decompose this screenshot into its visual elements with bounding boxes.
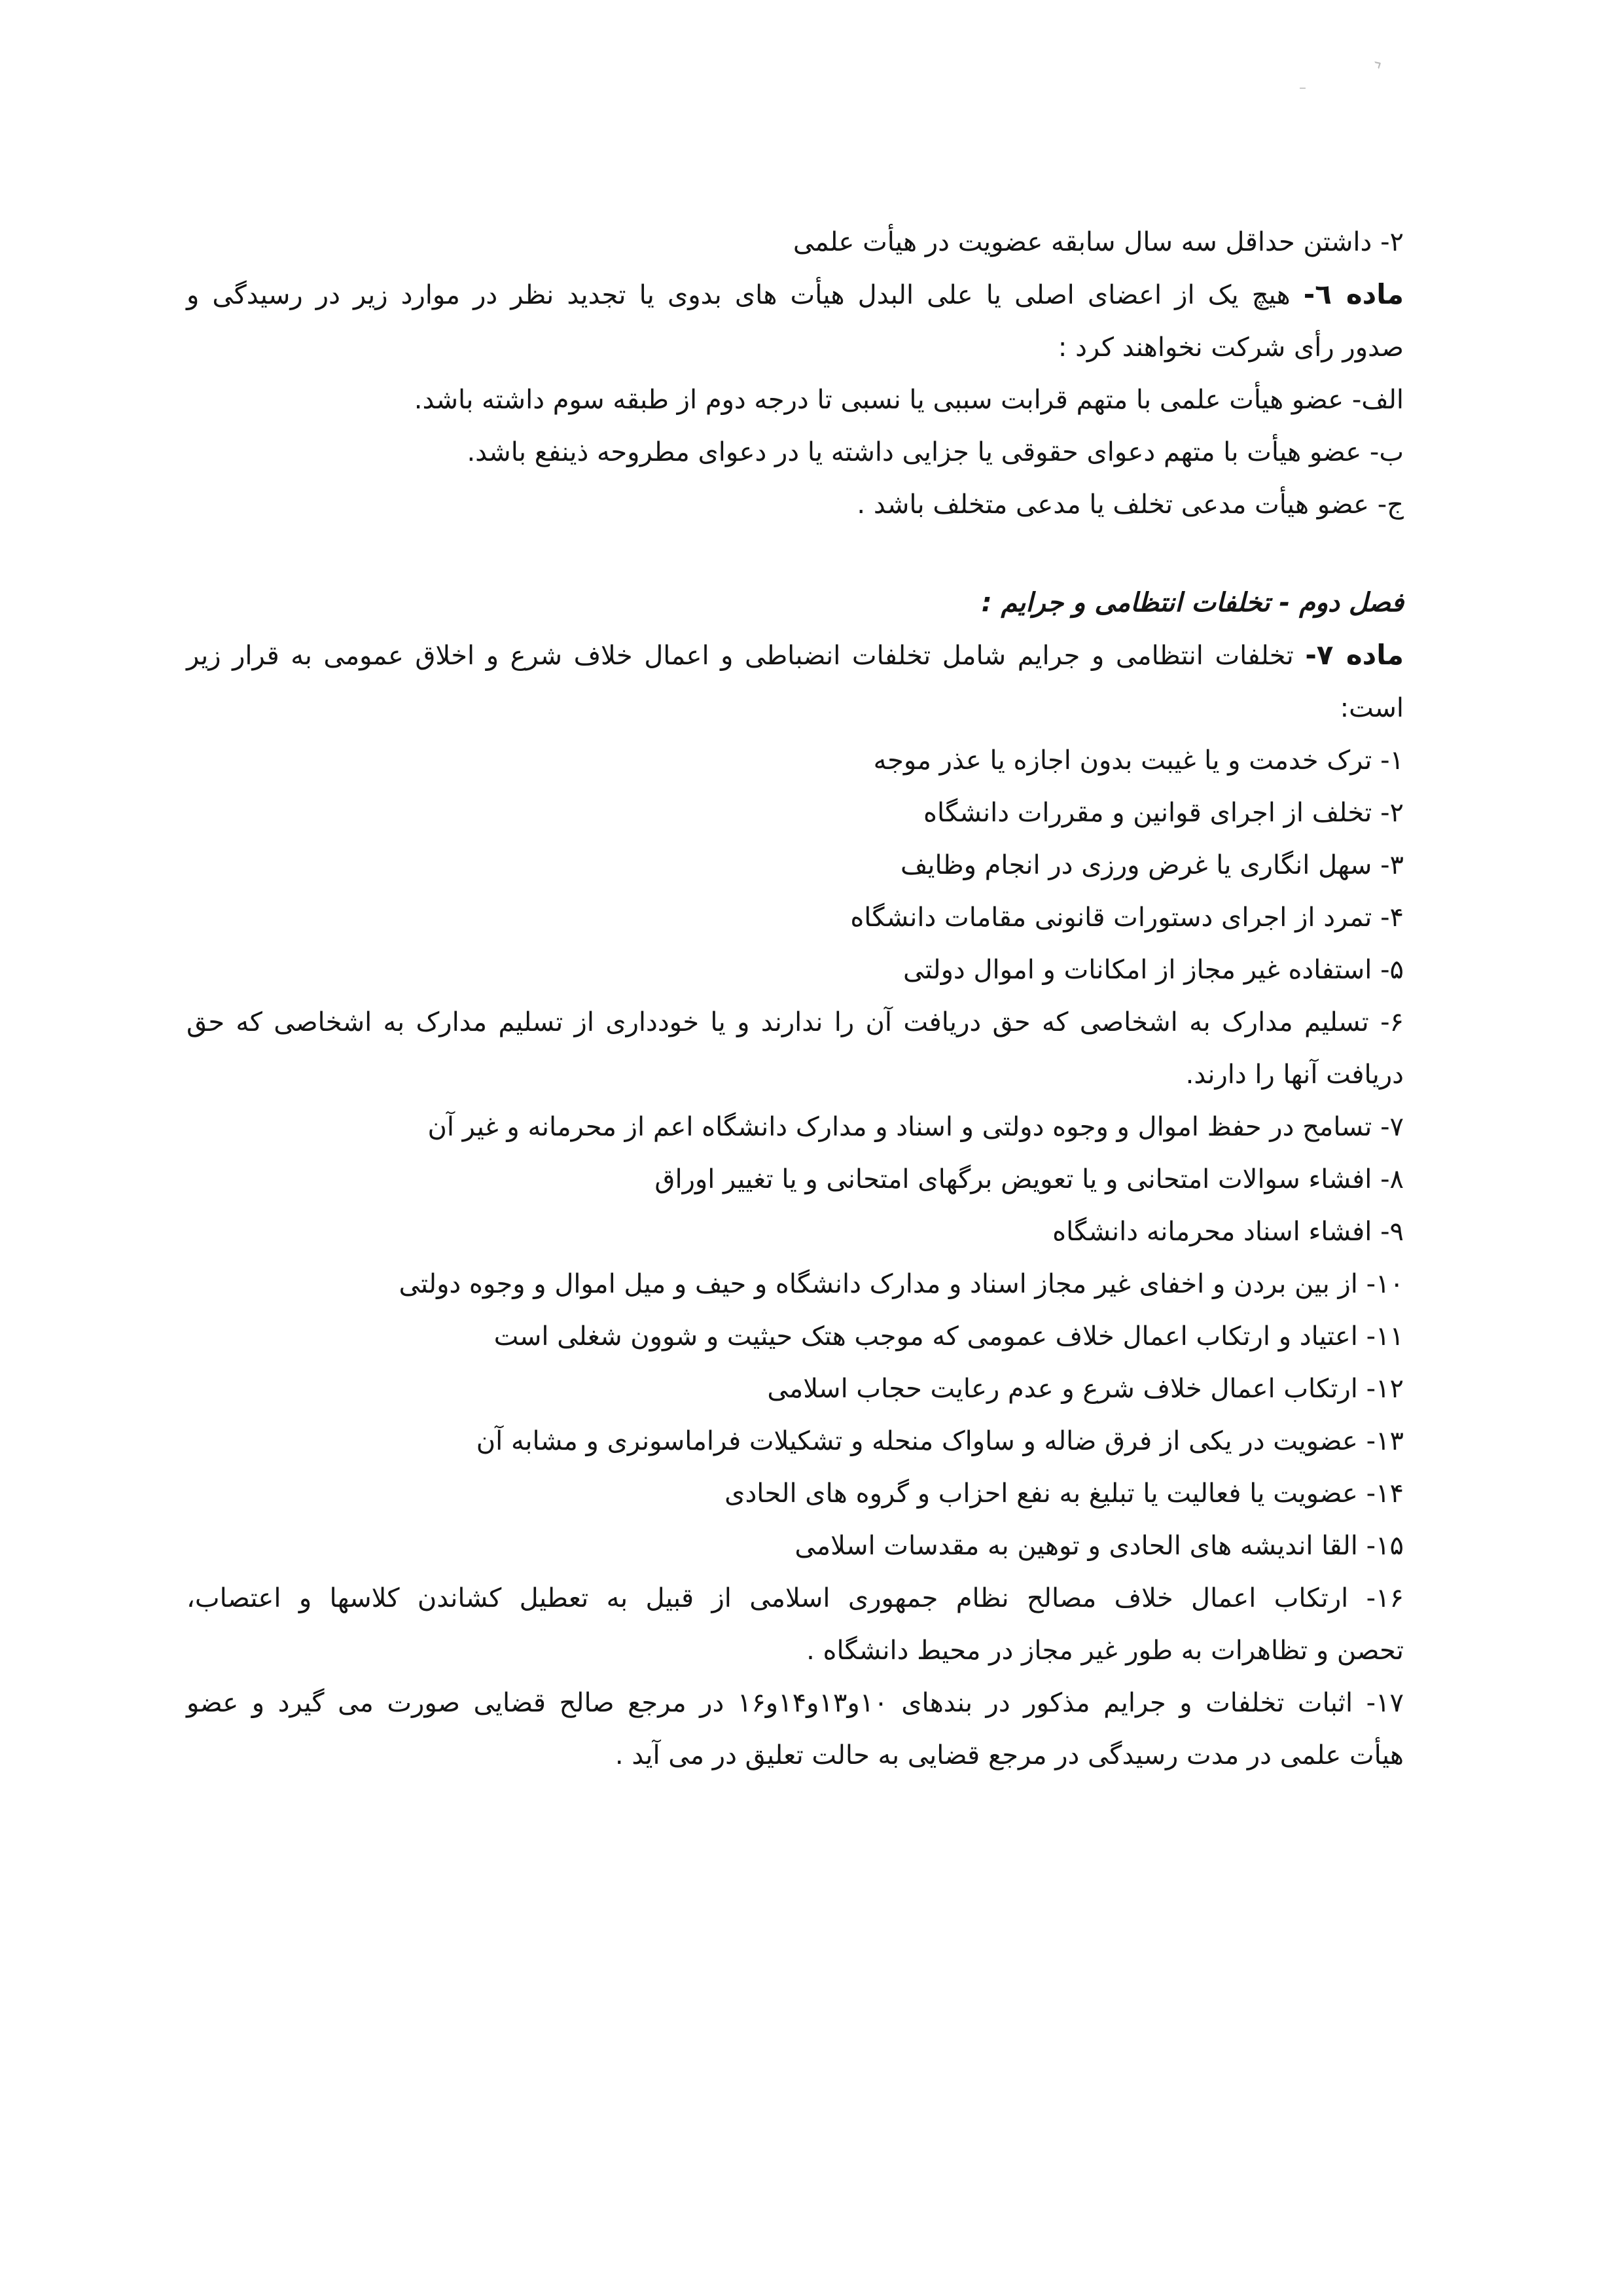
article-7-text: تخلفات انتظامی و جرایم شامل تخلفات انضباطی و اعمال خلاف شرع و اخلاق عمومی به قرار زیر [187, 641, 1306, 671]
article-7-label: ماده ۷- [1305, 639, 1404, 671]
article-6-text: هیچ یک از اعضای اصلی یا علی البدل هیأت های بدوی یا تجدید نظر در موارد زیر در رسیدگی و [187, 280, 1304, 310]
article-7-line [187, 629, 1404, 682]
list-item: ۴- تمرد از اجرای دستورات قانونی مقامات دانشگاه [850, 903, 1404, 933]
list-item: ۹- افشاء اسناد محرمانه دانشگاه [1052, 1217, 1404, 1247]
article-6-clause-be: ب- عضو هیأت با متهم دعوای حقوقی یا جزایی داشته یا در دعوای مطروحه ذینفع باشد. [467, 437, 1404, 467]
list-item: ۱۵- القا اندیشه های الحادی و توهین به مقدسات اسلامی [794, 1531, 1404, 1561]
list-item: ۸- افشاء سوالات امتحانی و یا تعویض برگهای امتحانی و یا تغییر اوراق [654, 1164, 1404, 1194]
list-item: ۷- تسامح در حفظ اموال و وجوه دولتی و اسناد و مدارک دانشگاه اعم از محرمانه و غیر آن [427, 1112, 1404, 1142]
scan-artifact-dash: – [1299, 80, 1306, 96]
list-item: ۱۲- ارتکاب اعمال خلاف شرع و عدم رعایت حجاب اسلامی [767, 1374, 1404, 1404]
list-item: ۱۰- از بین بردن و اخفای غیر مجاز اسناد و مدارک دانشگاه و حیف و میل اموال و وجوه دولتی [399, 1269, 1404, 1299]
article-6-continuation: صدور رأی شرکت نخواهند کرد : [1058, 332, 1404, 363]
document-page [187, 216, 1404, 1782]
article-6-line [187, 268, 1404, 321]
list-item: ۱۶- ارتکاب اعمال خلاف مصالح نظام جمهوری اسلامی از قبیل به تعطیل کشاندن کلاسها و اعتصاب، [187, 1583, 1404, 1613]
article-7-continuation: است: [1340, 693, 1404, 723]
scan-artifact-mark: ‹ [1369, 52, 1387, 76]
list-item: ۱۱- اعتیاد و ارتکاب اعمال خلاف عمومی که موجب هتک حیثیت و شوون شغلی است [493, 1321, 1404, 1352]
list-item: ۱۳- عضویت در یکی از فرق ضاله و ساواک منحله و تشکیلات فراماسونری و مشابه آن [476, 1426, 1404, 1456]
list-item: ۳- سهل انگاری یا غرض ورزی در انجام وظایف [901, 850, 1404, 880]
list-item: ۱- ترک خدمت و یا غیبت بدون اجازه یا عذر موجه [873, 745, 1404, 776]
article-6-clause-alef: الف- عضو هیأت علمی با متهم قرابت سببی یا نسبی تا درجه دوم از طبقه سوم داشته باشد. [414, 385, 1404, 415]
list-item-continuation: دریافت آنها را دارند. [1185, 1060, 1404, 1090]
list-item-continuation: تحصن و تظاهرات به طور غیر مجاز در محیط دانشگاه . [806, 1636, 1404, 1666]
requirement-line-2: ۲- داشتن حداقل سه سال سابقه عضویت در هیأت علمی [793, 227, 1404, 257]
list-item: ۱۷- اثبات تخلفات و جرایم مذکور در بندهای ۱۰و۱۳و۱۴و۱۶ در مرجع صالح قضایی صورت می گیرد و عضو [187, 1688, 1404, 1718]
article-6-label: ماده ٦- [1303, 278, 1404, 310]
list-item-continuation: هیأت علمی در مدت رسیدگی در مرجع قضایی به حالت تعلیق در می آید . [615, 1740, 1404, 1770]
list-item: ۵- استفاده غیر مجاز از امکانات و اموال دولتی [903, 955, 1404, 985]
list-item: ۱۴- عضویت یا فعالیت یا تبلیغ به نفع احزاب و گروه های الحادی [724, 1479, 1404, 1509]
list-item: ۶- تسلیم مدارک به اشخاصی که حق دریافت آن را ندارند و یا خودداری از تسلیم مدارک به اشخاصی که حق [187, 1007, 1404, 1037]
chapter-two-heading: فصل دوم - تخلفات انتظامی و جرایم : [981, 588, 1404, 618]
list-item: ۲- تخلف از اجرای قوانین و مقررات دانشگاه [923, 798, 1404, 828]
article-6-clause-jim: ج- عضو هیأت مدعی تخلف یا مدعی متخلف باشد . [857, 490, 1404, 520]
